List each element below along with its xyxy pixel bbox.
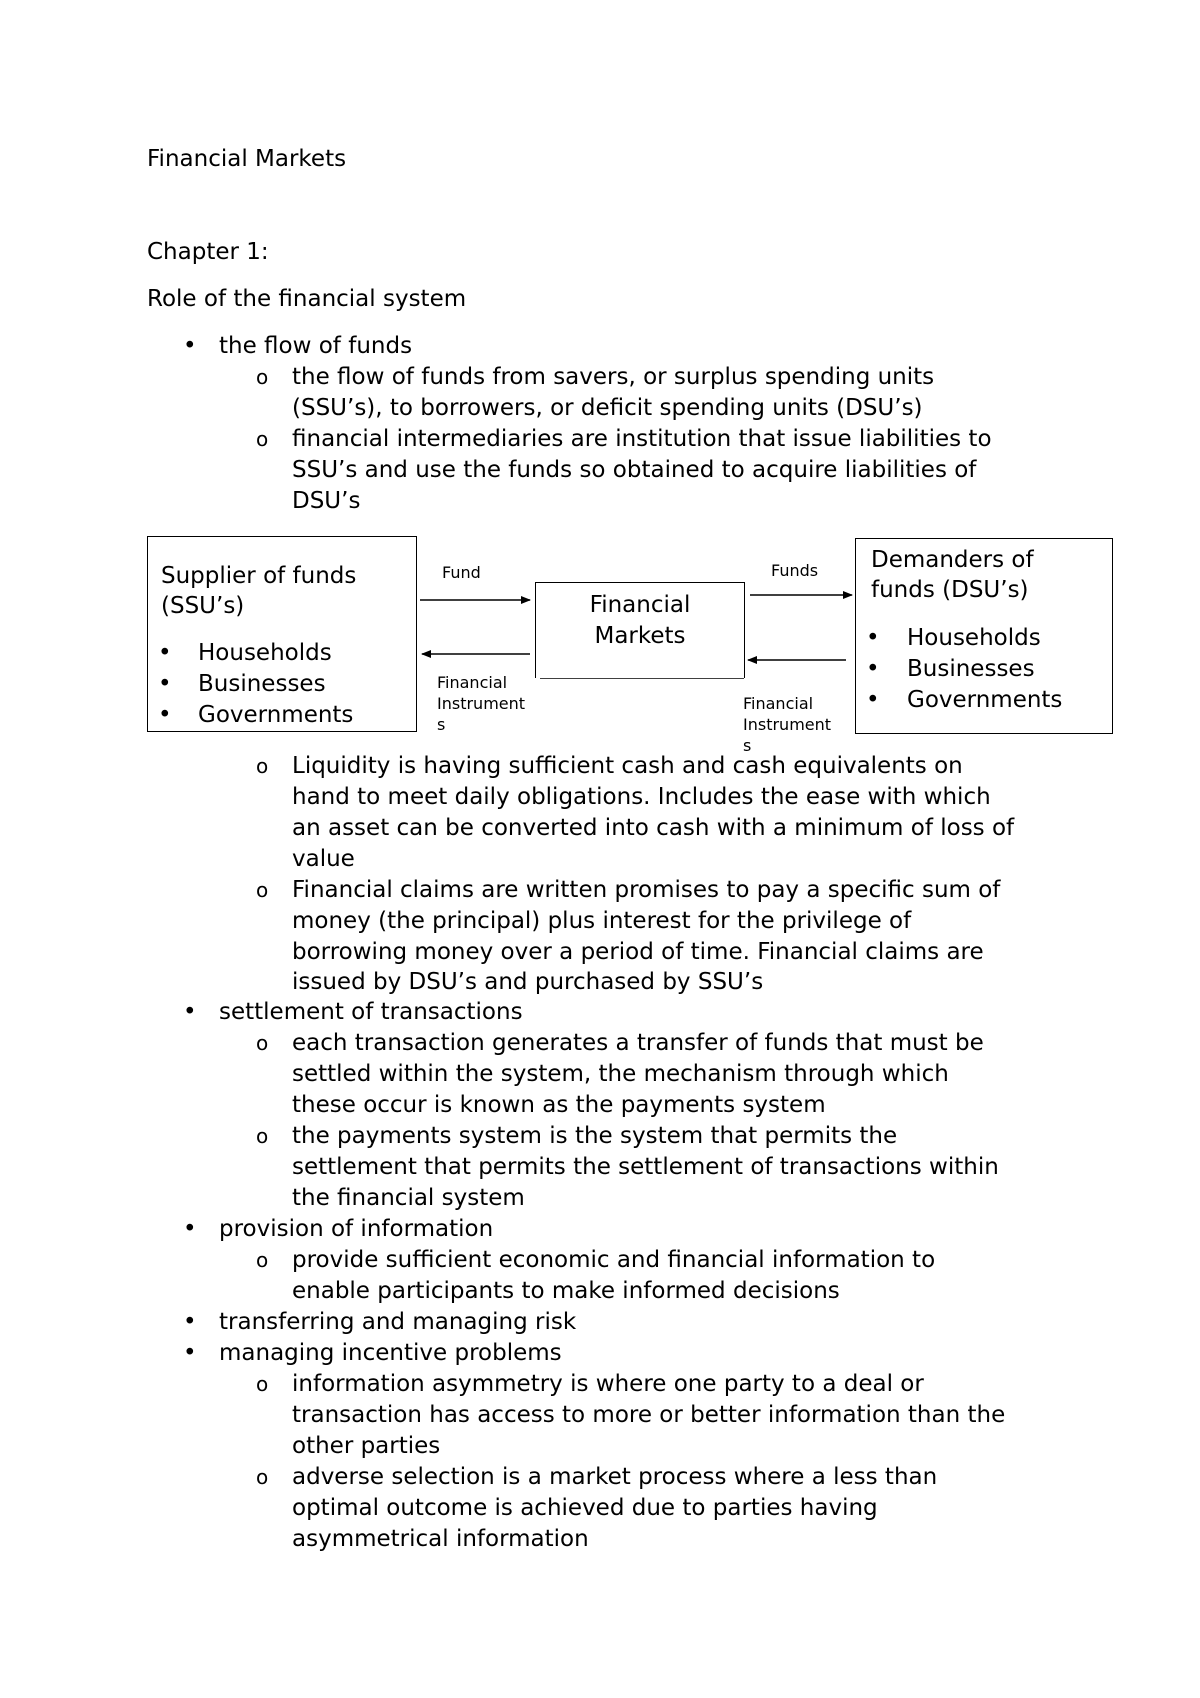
market-label: Financial <box>589 592 691 618</box>
supplier-item: Households <box>198 640 332 666</box>
market-box <box>535 582 745 678</box>
fund-label: Fund <box>442 563 481 582</box>
demander-title: Demanders of <box>871 547 1034 573</box>
instruments-label: Instrument <box>743 715 832 734</box>
page-title: Financial Markets <box>147 146 347 172</box>
bullet-incentive: managing incentive problems <box>219 1340 562 1366</box>
instruments-label: s <box>437 715 446 734</box>
sub-marker: o <box>256 1248 269 1272</box>
sub-item-text: DSU’s <box>292 488 361 514</box>
sub-item-text: settled within the system, the mechanism through which <box>292 1061 949 1087</box>
sub-item-text: these occur is known as the payments system <box>292 1092 826 1118</box>
demander-item: Governments <box>907 687 1063 713</box>
sub-item-text: asymmetrical information <box>292 1526 589 1552</box>
sub-item-text: each transaction generates a transfer of funds that must be <box>292 1030 984 1056</box>
sub-item-text: Liquidity is having sufficient cash and cash equivalents on <box>292 753 963 779</box>
sub-item-text: the financial system <box>292 1185 525 1211</box>
instruments-label: Instrument <box>437 694 526 713</box>
sub-item-text: hand to meet daily obligations. Includes the ease with which <box>292 784 991 810</box>
bullet-marker: • <box>866 687 880 713</box>
instruments-label: s <box>743 736 752 755</box>
supplier-box <box>147 536 417 732</box>
bullet-marker: • <box>158 671 172 697</box>
bullet-marker: • <box>183 1340 197 1366</box>
bullet-marker: • <box>866 656 880 682</box>
bullet-marker: • <box>183 1216 197 1242</box>
sub-item-text: optimal outcome is achieved due to parties having <box>292 1495 878 1521</box>
sub-item-text: other parties <box>292 1433 441 1459</box>
sub-marker: o <box>256 1031 269 1055</box>
market-label: Markets <box>594 623 686 649</box>
supplier-item: Governments <box>198 702 354 728</box>
bullet-risk: transferring and managing risk <box>219 1309 577 1335</box>
sub-item-text: the payments system is the system that permits the <box>292 1123 898 1149</box>
demander-box <box>855 538 1113 734</box>
demander-item: Households <box>907 625 1041 651</box>
bullet-information: provision of information <box>219 1216 494 1242</box>
sub-item-text: settlement that permits the settlement of transactions within <box>292 1154 999 1180</box>
sub-item-text: (SSU’s), to borrowers, or deficit spending units (DSU’s) <box>292 395 923 421</box>
funds-label: Funds <box>771 561 819 580</box>
bullet-settlement: settlement of transactions <box>219 999 523 1025</box>
sub-marker: o <box>256 754 269 778</box>
sub-marker: o <box>256 1465 269 1489</box>
sub-item-text: the flow of funds from savers, or surplus spending units <box>292 364 935 390</box>
sub-item-text: an asset can be converted into cash with a minimum of loss of <box>292 815 1015 841</box>
supplier-title: Supplier of funds <box>161 563 357 589</box>
sub-item-text: value <box>292 846 355 872</box>
sub-item-text: provide sufficient economic and financial information to <box>292 1247 936 1273</box>
sub-marker: o <box>256 878 269 902</box>
sub-item-text: money (the principal) plus interest for the privilege of <box>292 908 912 934</box>
sub-marker: o <box>256 1372 269 1396</box>
bullet-flow-of-funds: the flow of funds <box>219 333 413 359</box>
chapter-heading: Chapter 1: <box>147 239 269 265</box>
sub-item-text: Financial claims are written promises to pay a specific sum of <box>292 877 1001 903</box>
sub-item-text: enable participants to make informed decisions <box>292 1278 840 1304</box>
sub-item-text: financial intermediaries are institution that issue liabilities to <box>292 426 992 452</box>
bullet-marker: • <box>183 1309 197 1335</box>
bullet-marker: • <box>158 640 172 666</box>
sub-marker: o <box>256 1124 269 1148</box>
section-heading: Role of the financial system <box>147 286 467 312</box>
sub-item-text: SSU’s and use the funds so obtained to acquire liabilities of <box>292 457 977 483</box>
supplier-title: (SSU’s) <box>161 593 245 619</box>
instruments-label: Financial <box>437 673 508 692</box>
instruments-label: Financial <box>743 694 814 713</box>
supplier-item: Businesses <box>198 671 326 697</box>
bullet-marker: • <box>183 333 197 359</box>
bullet-marker: • <box>866 625 880 651</box>
sub-item-text: borrowing money over a period of time. Financial claims are <box>292 939 984 965</box>
demander-title: funds (DSU’s) <box>871 577 1029 603</box>
bullet-marker: • <box>158 702 172 728</box>
sub-item-text: information asymmetry is where one party to a deal or <box>292 1371 924 1397</box>
sub-marker: o <box>256 427 269 451</box>
bullet-marker: • <box>183 999 197 1025</box>
sub-marker: o <box>256 365 269 389</box>
demander-item: Businesses <box>907 656 1035 682</box>
sub-item-text: adverse selection is a market process where a less than <box>292 1464 938 1490</box>
sub-item-text: issued by DSU’s and purchased by SSU’s <box>292 969 764 995</box>
sub-item-text: transaction has access to more or better information than the <box>292 1402 1006 1428</box>
